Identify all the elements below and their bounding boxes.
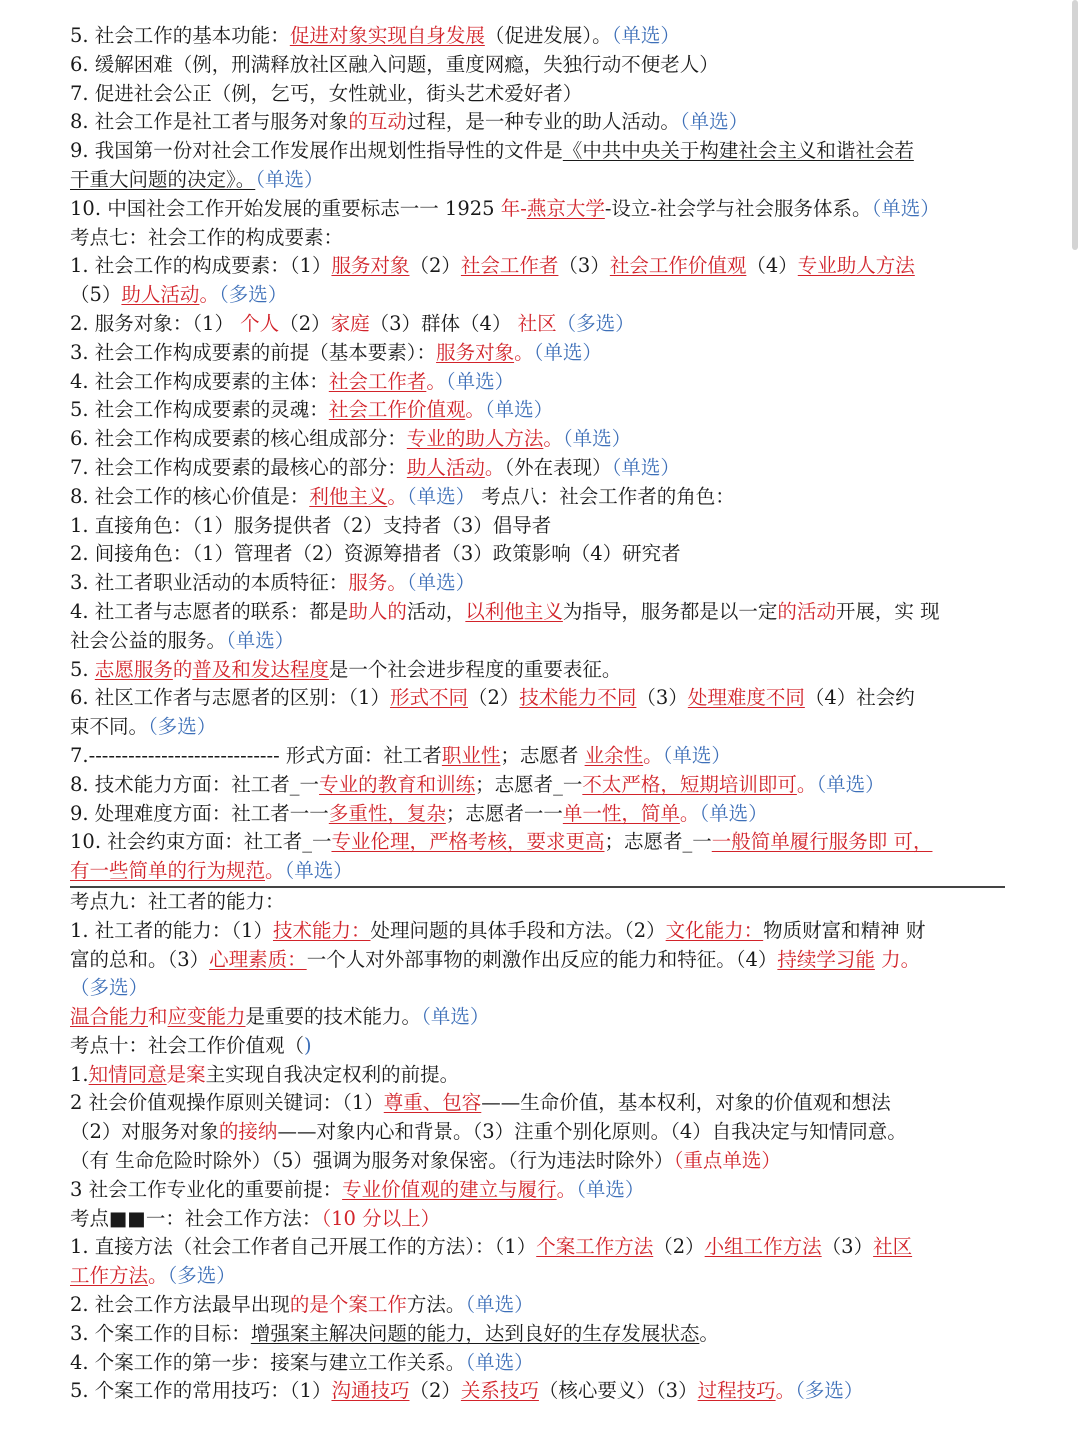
text-segment: 4. 社会工作构成要素的主体： <box>70 369 329 393</box>
text-segment: 8. 社会工作是社工者与服务对象 <box>70 110 349 134</box>
key-term: 年- <box>500 196 527 220</box>
text-segment: 7. 社会工作构成要素的最核心的部分： <box>70 455 407 479</box>
key-term: 社区 <box>517 311 557 335</box>
text-line <box>70 454 1005 483</box>
key-term: 助人活动 <box>121 283 200 307</box>
text-line <box>70 656 1005 685</box>
text-line <box>70 1320 1005 1349</box>
key-term: 小组工作方法 <box>704 1235 822 1259</box>
text-segment: 6. 缓解困难（例，刑满释放社区融入问题，重度网瘾，失独行动不便老人） <box>70 52 719 76</box>
key-term: 的活动 <box>777 599 836 623</box>
text-line <box>70 1176 1005 1205</box>
text-line <box>70 771 1005 800</box>
text-segment: 过程，是一种专业的助人活动。 <box>406 110 680 134</box>
key-term: 过程技巧 <box>697 1379 776 1403</box>
key-term: 持续学习能 <box>777 947 875 971</box>
text-segment: 1. 社会工作的构成要素：（1） <box>70 254 332 278</box>
key-term: 服务。 <box>348 571 407 595</box>
text-segment: （2） <box>279 311 331 335</box>
question-type-tag: （单选） <box>871 196 940 220</box>
text-line <box>70 946 1005 975</box>
text-segment: （有 生命危险时除外）（5）强调为服务对象保密。（行为违法时除外） <box>70 1149 674 1173</box>
text-segment: 是重要的技术能力。 <box>245 1005 422 1029</box>
text-line <box>70 742 1005 771</box>
text-line <box>70 166 1005 195</box>
text-segment: （3） <box>821 1235 874 1259</box>
text-segment: （3） <box>636 686 688 710</box>
text-line <box>70 1061 1005 1090</box>
text-line <box>70 857 1005 888</box>
question-type-tag: （单选） <box>226 628 295 652</box>
question-type-tag: （多选） <box>148 715 217 739</box>
text-segment: 考点■■一：社会工作方法： <box>70 1206 322 1230</box>
text-line <box>70 483 1005 512</box>
text-segment: （2） <box>409 254 461 278</box>
text-segment: ；志愿者一一 <box>445 801 563 825</box>
key-term: 。 <box>199 283 219 307</box>
text-line <box>70 252 1005 281</box>
key-term: 专业价值观的建立与履行 <box>342 1177 557 1201</box>
text-segment: 。 <box>699 1321 719 1345</box>
key-term: 个案工作方法 <box>536 1235 654 1259</box>
text-segment: 3. 个案工作的目标： <box>70 1321 251 1345</box>
text-line <box>70 22 1005 51</box>
key-term: 不太严格，短期培训即可 <box>582 772 797 796</box>
text-segment: 处理问题的具体手段和方法。（2） <box>370 918 666 942</box>
key-term: 。 <box>465 398 485 422</box>
key-term: 专业的教育和训练 <box>319 772 476 796</box>
key-term: 个案工作 <box>328 1293 407 1317</box>
text-segment: 9. 我国第一份对社会工作发展作出规划性指导性的文件是 <box>70 139 563 163</box>
key-term: 的是 <box>289 1293 329 1317</box>
text-segment: 2. 间接角色：（1）管理者（2）资源筹措者（3）政策影响（4）研究者 <box>70 542 681 566</box>
text-line <box>70 1233 1005 1262</box>
text-segment: 7.----------------------------- 形式方面：社工者 <box>70 743 442 767</box>
text-line <box>70 1377 1005 1406</box>
key-term: 个人 <box>240 311 280 335</box>
question-type-tag: （单选） <box>406 571 476 595</box>
text-line <box>70 1147 1005 1176</box>
text-line <box>70 339 1005 368</box>
text-line <box>70 425 1005 454</box>
question-type-tag: ) <box>304 1033 312 1057</box>
key-term: 社区 <box>873 1235 913 1259</box>
text-segment: 6. 社会工作构成要素的核心组成部分： <box>70 427 407 451</box>
text-segment: 5. 社会工作的基本功能： <box>70 24 290 47</box>
text-segment: （4）社会约 <box>804 686 915 710</box>
text-segment: 考点八：社会工作者的角色： <box>475 484 735 508</box>
key-term: 促进对象实现自身发展 <box>289 24 485 47</box>
key-term: 家庭 <box>330 311 370 335</box>
text-segment: 考点七：社会工作的构成要素： <box>70 225 344 249</box>
text-line <box>70 1291 1005 1320</box>
text-line <box>70 1003 1005 1032</box>
question-type-tag: （多选） <box>70 976 149 1000</box>
key-term: 有一些简单的行为规范 <box>70 859 266 883</box>
key-term: 社会工作价值观 <box>328 398 466 422</box>
text-line <box>70 396 1005 425</box>
text-segment: 1. 直接方法（社会工作者自己开展工作的方法）：（1） <box>70 1235 537 1259</box>
text-line <box>70 80 1005 109</box>
text-line <box>70 1205 1005 1234</box>
text-segment: 干重大问题的决定》。 <box>70 167 256 191</box>
text-line <box>70 540 1005 569</box>
text-segment: 2. 社会工作方法最早出现 <box>70 1293 290 1317</box>
text-segment: 10. 社会约束方面：社工者_一 <box>70 830 332 854</box>
key-term: 。 <box>679 801 700 825</box>
key-term: 处理难度不同 <box>687 686 805 710</box>
key-term: 单一性，简单 <box>562 801 680 825</box>
text-line <box>70 800 1005 829</box>
text-segment: （外在表现） <box>504 455 612 479</box>
text-segment: 主实现自我决定权利的前提。 <box>205 1062 460 1086</box>
key-term: 文化能力： <box>665 918 764 942</box>
question-type-tag: （单选） <box>816 772 885 796</box>
question-type-tag: （单选） <box>465 1350 534 1374</box>
key-term: 尊重、包容 <box>383 1091 482 1115</box>
text-segment: ；志愿者_一 <box>475 772 583 796</box>
text-segment: 考点十：社会工作价值观（ <box>70 1033 305 1057</box>
text-segment: 3. 社工者职业活动的本质特征： <box>70 571 349 595</box>
key-term: 和 <box>148 1005 168 1029</box>
text-segment: 5. 个案工作的常用技巧：（1） <box>70 1379 332 1403</box>
key-term: 普及和发达程度 <box>192 657 329 681</box>
text-segment: （2）对服务对象 <box>70 1120 219 1144</box>
text-segment: 《中共中央关于构建社会主义和谐社会若 <box>562 139 914 163</box>
key-term: 沟通技巧 <box>331 1379 410 1403</box>
question-type-tag: （单选） <box>465 1293 534 1317</box>
key-term: 应变能力 <box>167 1005 246 1029</box>
key-term: 的互动 <box>348 110 407 134</box>
question-type-tag: （单选） <box>611 455 680 479</box>
text-line <box>70 195 1005 224</box>
text-segment: 是一个社会进步程度的重要表征。 <box>328 657 622 681</box>
key-term: 一般简单履行服务即 可， <box>711 830 933 854</box>
text-line <box>70 627 1005 656</box>
key-term: 志愿服务 <box>94 657 173 681</box>
text-segment: （2） <box>653 1235 705 1259</box>
text-segment: 为指导，服务都是以一定 <box>562 599 778 623</box>
scrollbar[interactable] <box>1072 0 1078 250</box>
key-term: 。 <box>796 772 817 796</box>
text-line <box>70 51 1005 80</box>
key-term: 的接纳 <box>218 1120 278 1144</box>
key-term: 力。 <box>874 947 921 971</box>
key-term: 的 <box>172 657 193 681</box>
text-line <box>70 310 1005 339</box>
text-line <box>70 888 1005 917</box>
text-segment: ；志愿者 <box>500 743 585 767</box>
key-term: 专业助人方法 <box>797 254 915 278</box>
text-segment: 9. 处理难度方面：社工者一一 <box>70 801 329 825</box>
key-term: （重点单选） <box>673 1149 781 1173</box>
text-line <box>70 569 1005 598</box>
text-segment: 考点九：社工者的能力： <box>70 889 285 913</box>
text-segment: （核心要义）（3） <box>538 1379 698 1403</box>
key-term: 社会工作价值观 <box>609 254 747 278</box>
text-line <box>70 512 1005 541</box>
text-line <box>70 1118 1005 1147</box>
question-type-tag: （单选） <box>679 110 749 134</box>
text-segment: 增强案主解决问题的能力，达到良好的生存发展状态 <box>250 1321 700 1345</box>
question-type-tag: （多选） <box>556 311 635 335</box>
text-line <box>70 974 1005 1003</box>
text-segment: -设立-社会学与社会服务体系。 <box>604 196 872 220</box>
key-term: 技术能力： <box>272 918 371 942</box>
text-segment: ；志愿者_一 <box>604 830 712 854</box>
key-term: 是案 <box>166 1062 206 1086</box>
question-type-tag: （单选） <box>611 24 680 47</box>
key-term: 。 <box>556 1177 577 1201</box>
text-segment: 2. 服务对象：（1） <box>70 311 241 335</box>
text-line <box>70 598 1005 627</box>
text-segment: 1. <box>70 1062 89 1086</box>
question-type-tag: （多选） <box>795 1379 864 1403</box>
text-segment: 4. 个案工作的第一步：接案与建立工作关系。 <box>70 1350 466 1374</box>
text-segment: 2 社会价值观操作原则关键词：（1） <box>70 1091 384 1115</box>
key-term: 。 <box>643 743 663 767</box>
text-line <box>70 1262 1005 1291</box>
key-term: 服务对象 <box>436 340 515 364</box>
text-segment: 活动， <box>406 599 466 623</box>
question-type-tag: （多选） <box>167 1264 236 1288</box>
key-term: 助人活动 <box>406 455 485 479</box>
key-term: 职业性 <box>441 743 501 767</box>
key-term: 。 <box>484 455 505 479</box>
question-type-tag: （单选） <box>662 743 731 767</box>
text-segment: （3）群体（4） <box>369 311 518 335</box>
key-term: 。 <box>514 340 534 364</box>
text-line <box>70 368 1005 397</box>
text-segment: 开展，实 现 <box>835 599 940 623</box>
text-segment: 1. 社工者的能力：（1） <box>70 918 273 942</box>
key-term: 社会工作者 <box>328 369 427 393</box>
document-body <box>70 22 1005 1406</box>
key-term: 社会工作者 <box>460 254 559 278</box>
key-term: 以利他主义 <box>465 599 563 623</box>
key-term: 。 <box>543 427 563 451</box>
text-segment: （5） <box>70 283 122 307</box>
text-line <box>70 1032 1005 1061</box>
text-line <box>70 137 1005 166</box>
text-segment: 束不同。 <box>70 715 149 739</box>
key-term: 业余性 <box>584 743 644 767</box>
key-term: 服务对象 <box>331 254 410 278</box>
question-type-tag: （单选） <box>406 484 476 508</box>
text-segment: 物质财富和精神 财 <box>763 918 926 942</box>
text-line <box>70 917 1005 946</box>
key-term: 技术能力不同 <box>519 686 637 710</box>
text-segment: 5. <box>70 657 95 681</box>
text-segment: 社会公益的服务。 <box>70 628 227 652</box>
text-segment: 7. 促进社会公正（例，乞丐，女性就业，街头艺术爱好者） <box>70 81 583 105</box>
key-term: 专业的助人方法 <box>406 427 544 451</box>
text-segment: 10. 中国社会工作开始发展的重要标志一一 1925 <box>70 196 501 220</box>
key-term: 温合能力 <box>70 1005 149 1029</box>
question-type-tag: （单选） <box>284 859 353 883</box>
question-type-tag: （多选） <box>218 283 288 307</box>
key-term: 。 <box>775 1379 796 1403</box>
question-type-tag: （单选） <box>445 369 515 393</box>
text-line <box>70 684 1005 713</box>
key-term: （10 分以上） <box>321 1206 441 1230</box>
key-term: 多重性，复杂 <box>328 801 446 825</box>
key-term: 形式不同 <box>389 686 468 710</box>
text-line <box>70 224 1005 253</box>
text-segment: （2） <box>409 1379 461 1403</box>
text-segment: 6. 社区工作者与志愿者的区别：（1） <box>70 686 390 710</box>
key-term: 助人的 <box>348 599 407 623</box>
text-segment: （促进发展）。 <box>484 24 612 47</box>
text-segment: 一个人对外部事物的刺激作出反应的能力和特征。（4） <box>306 947 778 971</box>
text-line <box>70 108 1005 137</box>
key-term: 。 <box>387 484 407 508</box>
key-term: 知情同意 <box>88 1062 167 1086</box>
text-segment: 5. 社会工作构成要素的灵魂： <box>70 398 329 422</box>
question-type-tag: （单选） <box>533 340 602 364</box>
question-type-tag: （单选） <box>562 427 632 451</box>
text-segment: 1. 直接角色：（1）服务提供者（2）支持者（3）倡导者 <box>70 513 552 537</box>
text-segment: 8. 社会工作的核心价值是： <box>70 484 310 508</box>
text-segment: ——对象内心和背景。（3）注重个别化原则。（4）自我决定与知情同意。 <box>277 1120 907 1144</box>
key-term: 。 <box>265 859 285 883</box>
key-term: 利他主义 <box>309 484 388 508</box>
key-term: 专业伦理，严格考核，要求更高 <box>331 830 605 854</box>
text-line <box>70 1349 1005 1378</box>
question-type-tag: （单选） <box>255 167 324 191</box>
key-term: 关系技巧 <box>460 1379 539 1403</box>
text-line <box>70 713 1005 742</box>
question-type-tag: （单选） <box>699 801 768 825</box>
question-type-tag: （单选） <box>421 1005 490 1029</box>
key-term: 燕京大学 <box>526 196 605 220</box>
key-term: 工作方法 <box>70 1264 149 1288</box>
text-segment: ——生命价值，基本权利，对象的价值观和想法 <box>481 1091 891 1115</box>
text-segment: 3. 社会工作构成要素的前提（基本要素）： <box>70 340 437 364</box>
text-segment: 8. 技术能力方面：社工者_一 <box>70 772 320 796</box>
text-segment: 方法。 <box>406 1293 466 1317</box>
key-term: 心理素质： <box>209 947 307 971</box>
text-segment: 3 社会工作专业化的重要前提： <box>70 1177 343 1201</box>
question-type-tag: （单选） <box>576 1177 645 1201</box>
text-line <box>70 1089 1005 1118</box>
key-term: 。 <box>426 369 446 393</box>
text-segment: 4. 社工者与志愿者的联系：都是 <box>70 599 349 623</box>
question-type-tag: （单选） <box>484 398 554 422</box>
key-term: 。 <box>148 1264 168 1288</box>
text-segment: （2） <box>467 686 520 710</box>
text-line <box>70 281 1005 310</box>
text-segment: 富的总和。（3） <box>70 947 210 971</box>
text-segment: （4） <box>746 254 798 278</box>
text-segment: （3） <box>558 254 610 278</box>
text-line <box>70 828 1005 857</box>
